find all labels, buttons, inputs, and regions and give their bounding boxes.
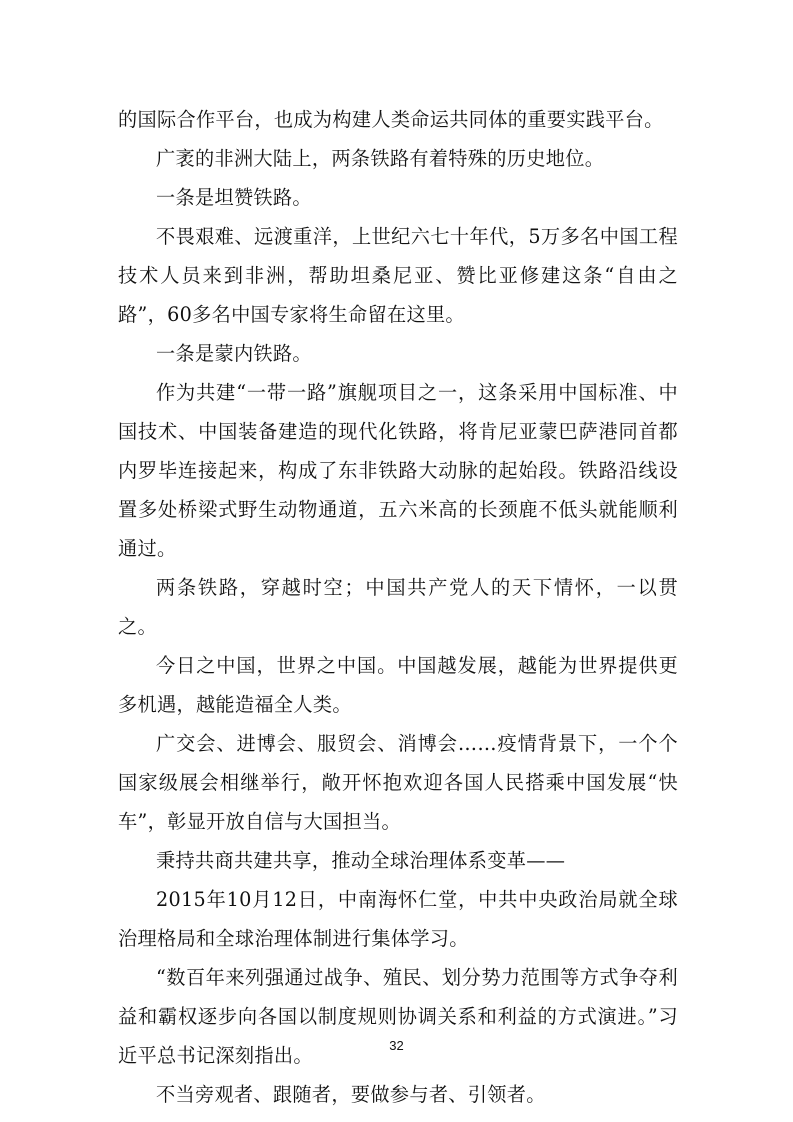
paragraph: 一条是坦赞铁路。 — [156, 186, 312, 209]
paragraph: 不当旁观者、跟随者，要做参与者、引领者。 — [156, 1083, 546, 1106]
paragraph: 不畏艰难、远渡重洋，上世纪六七十年代，5万多名中国工程技术人员来到非洲，帮助坦桑尼亚、赞比亚修建这条“自由之路”，60多名中国专家将生命留在这里。 — [118, 225, 678, 326]
paragraph: 作为共建“一带一路”旗舰项目之一，这条采用中国标准、中国技术、中国装备建造的现代化铁路，将肯尼亚蒙巴萨港同首都内罗毕连接起来，构成了东非铁路大动脉的起始段。铁路沿线设置多处桥梁式野生动物通道，五六米高的长颈鹿不低头就能顺利通过。 — [118, 381, 678, 560]
paragraph: 两条铁路，穿越时空；中国共产党人的天下情怀，一以贯之。 — [118, 576, 678, 638]
text-body — [118, 100, 678, 1114]
paragraph: 广袤的非洲大陆上，两条铁路有着特殊的历史地位。 — [156, 147, 605, 170]
paragraph: “数百年来列强通过战争、殖民、划分势力范围等方式争夺利益和霸权逐步向各国以制度规则协调关系和利益的方式演进。”习近平总书记深刻指出。 — [118, 966, 678, 1067]
paragraph: 的国际合作平台，也成为构建人类命运共同体的重要实践平台。 — [118, 108, 664, 131]
paragraph: 一条是蒙内铁路。 — [156, 342, 312, 365]
paragraph: 2015年10月12日，中南海怀仁堂，中共中央政治局就全球治理格局和全球治理体制进行集体学习。 — [118, 888, 678, 950]
page-number: 32 — [389, 1038, 404, 1053]
paragraph: 今日之中国，世界之中国。中国越发展，越能为世界提供更多机遇，越能造福全人类。 — [118, 654, 678, 716]
paragraph: 秉持共商共建共享，推动全球治理体系变革—— — [156, 849, 566, 872]
paragraph: 广交会、进博会、服贸会、消博会……疫情背景下，一个个国家级展会相继举行，敞开怀抱欢迎各国人民搭乘中国发展“快车”，彰显开放自信与大国担当。 — [118, 732, 678, 833]
